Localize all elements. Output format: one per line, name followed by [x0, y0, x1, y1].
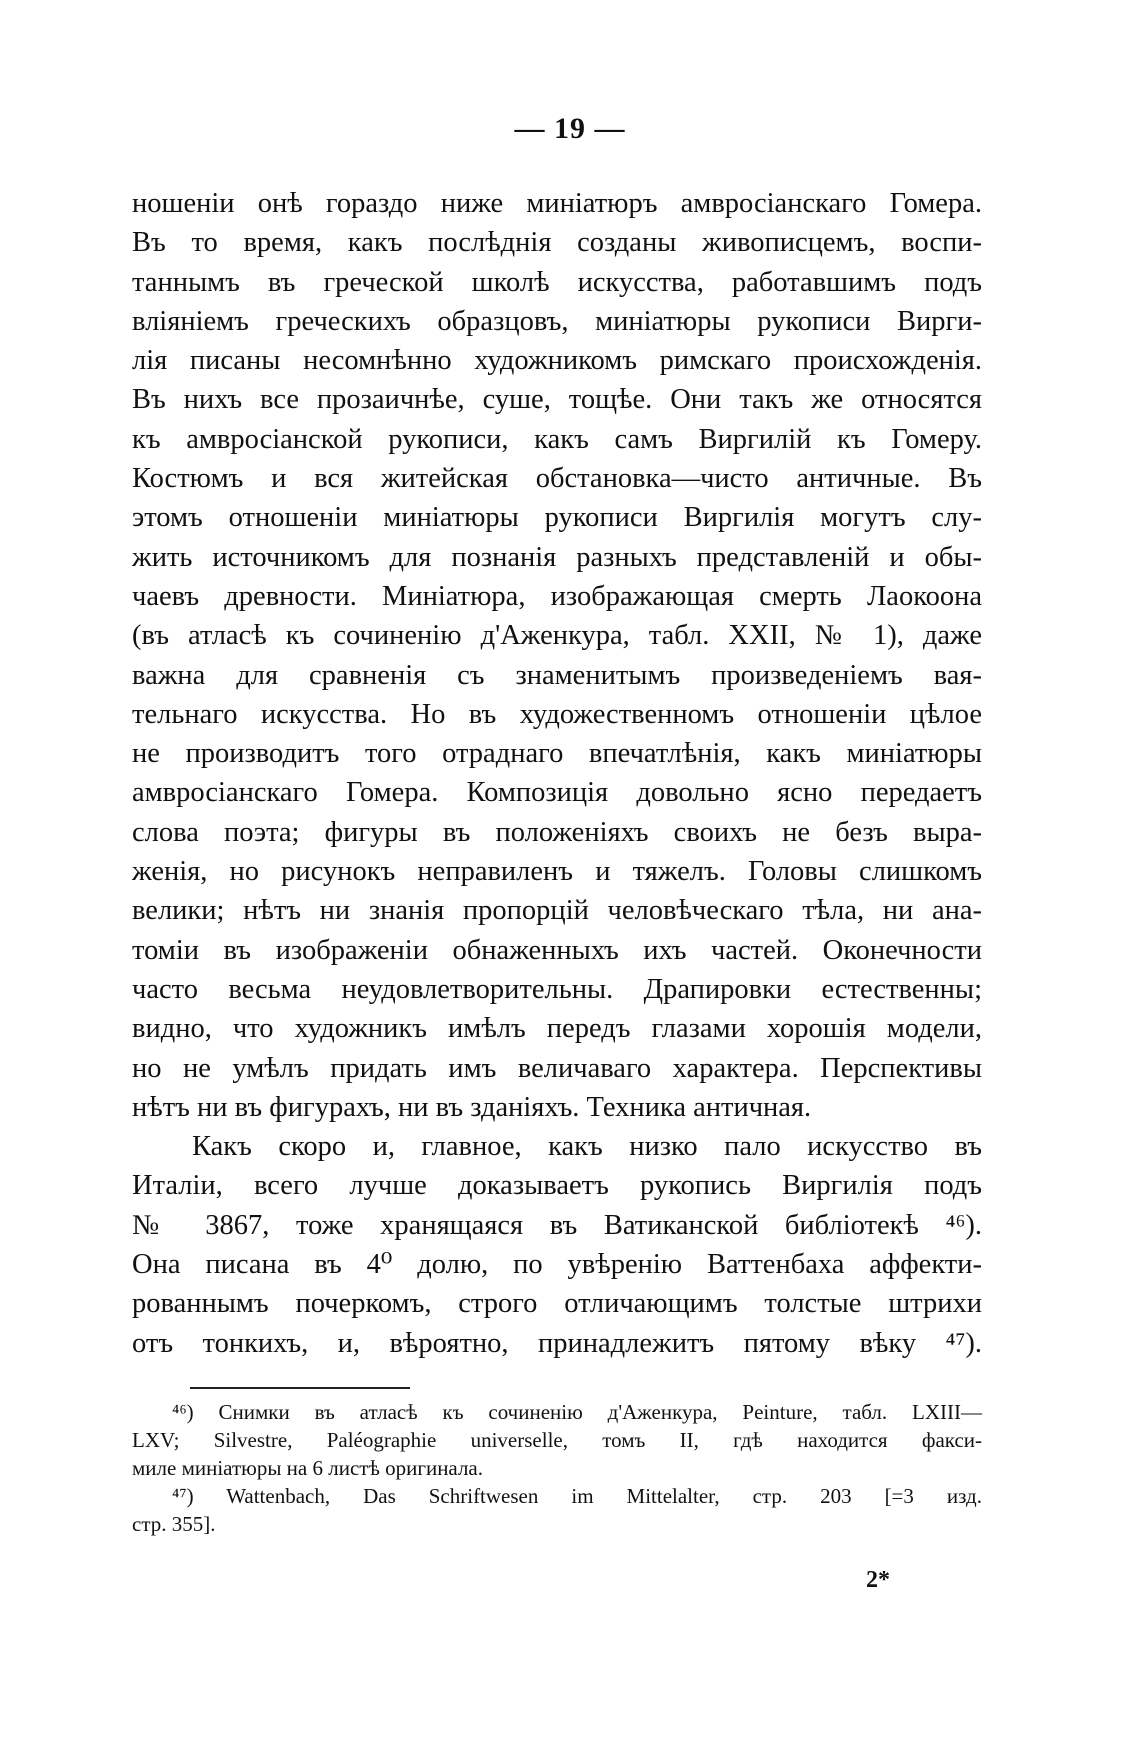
text-line: Она писана въ 4⁰ долю, по увѣренію Ваттенбаха аффекти- — [132, 1249, 982, 1281]
text-line: Италіи, всего лучше доказываетъ рукопись Виргилія подъ — [132, 1170, 982, 1202]
text-line: таннымъ въ греческой школѣ искусства, работавшимъ подъ — [132, 266, 982, 298]
text-line: (въ атласѣ къ сочиненію д'Аженкура, табл. XXII, № 1), даже — [132, 620, 982, 652]
text-line: ношеніи онѣ гораздо ниже миніатюръ амвросіанскаго Гомера. — [132, 188, 982, 219]
text-line: нѣтъ ни въ фигурахъ, ни въ зданіяхъ. Техника античная. — [132, 1091, 812, 1123]
text-line: тельнаго искусства. Но въ художественномъ отношеніи цѣлое — [132, 698, 982, 730]
page-number: — 19 — — [514, 112, 626, 145]
text-line: но не умѣлъ придать имъ величаваго характера. Перспективы — [132, 1052, 982, 1084]
text-line: жить источникомъ для познанія разныхъ представленій и обы- — [132, 541, 982, 573]
text-line: амвросіанскаго Гомера. Композиція довольно ясно передаетъ — [132, 777, 982, 809]
text-line: Въ нихъ все прозаичнѣе, суше, тощѣе. Они такъ же относятся — [132, 384, 982, 416]
text-line: Въ то время, какъ послѣднія созданы живописцемъ, воспи- — [132, 227, 982, 259]
text-line: женія, но рисунокъ неправиленъ и тяжелъ. Головы слишкомъ — [132, 856, 982, 888]
text-line: не производитъ того отраднаго впечатлѣнія, какъ миніатюры — [132, 738, 982, 770]
text-line: часто весьма неудовлетворительны. Драпировки естественны; — [132, 973, 982, 1005]
footnote-line: миле миніатюры на 6 листѣ оригинала. — [132, 1456, 483, 1480]
text-line: этомъ отношеніи миніатюры рукописи Виргилія могутъ слу- — [132, 502, 982, 534]
text-line: Какъ скоро и, главное, какъ низко пало искусство въ — [192, 1131, 982, 1163]
text-line: къ амвросіанской рукописи, какъ самъ Виргилій къ Гомеру. — [132, 423, 982, 455]
footnote-line: ⁴⁶) Снимки въ атласѣ къ сочиненію д'Аженкура, Peinture, табл. LXIII— — [172, 1400, 982, 1424]
footnote-line: LXV; Silvestre, Paléographie universelle, томъ II, гдѣ находится факси- — [132, 1428, 982, 1452]
body-text — [132, 184, 982, 1363]
signature-mark: 2* — [866, 1567, 890, 1593]
footnote-divider — [190, 1387, 410, 1389]
footnote-line: стр. 355]. — [132, 1512, 216, 1536]
footnotes — [132, 1398, 982, 1538]
text-line: видно, что художникъ имѣлъ передъ глазами хорошія модели, — [132, 1013, 982, 1045]
text-line: томіи въ изображеніи обнаженныхъ ихъ частей. Оконечности — [132, 934, 982, 966]
text-line: № 3867, тоже хранящаяся въ Ватиканской библіотекѣ ⁴⁶). — [132, 1209, 982, 1241]
text-line: чаевъ древности. Миніатюра, изображающая смерть Лаокоона — [132, 580, 982, 612]
text-line: лія писаны несомнѣнно художникомъ римскаго происхожденія. — [132, 345, 982, 377]
text-line: важна для сравненія съ знаменитымъ произведеніемъ вая- — [132, 659, 982, 691]
text-line: вліяніемъ греческихъ образцовъ, миніатюры рукописи Вирги- — [132, 305, 982, 337]
text-line: рованнымъ почеркомъ, строго отличающимъ толстые штрихи — [132, 1288, 982, 1320]
text-line: слова поэта; фигуры въ положеніяхъ своихъ не безъ выра- — [132, 816, 982, 848]
text-line: Костюмъ и вся житейская обстановка—чисто античные. Въ — [132, 463, 982, 495]
text-line: велики; нѣтъ ни знанія пропорцій человѣческаго тѣла, ни ана- — [132, 895, 982, 927]
footnote-line: ⁴⁷) Wattenbach, Das Schriftwesen im Mittelalter, стр. 203 [=3 изд. — [172, 1484, 982, 1508]
text-line: отъ тонкихъ, и, вѣроятно, принадлежитъ пятому вѣку ⁴⁷). — [132, 1327, 982, 1359]
